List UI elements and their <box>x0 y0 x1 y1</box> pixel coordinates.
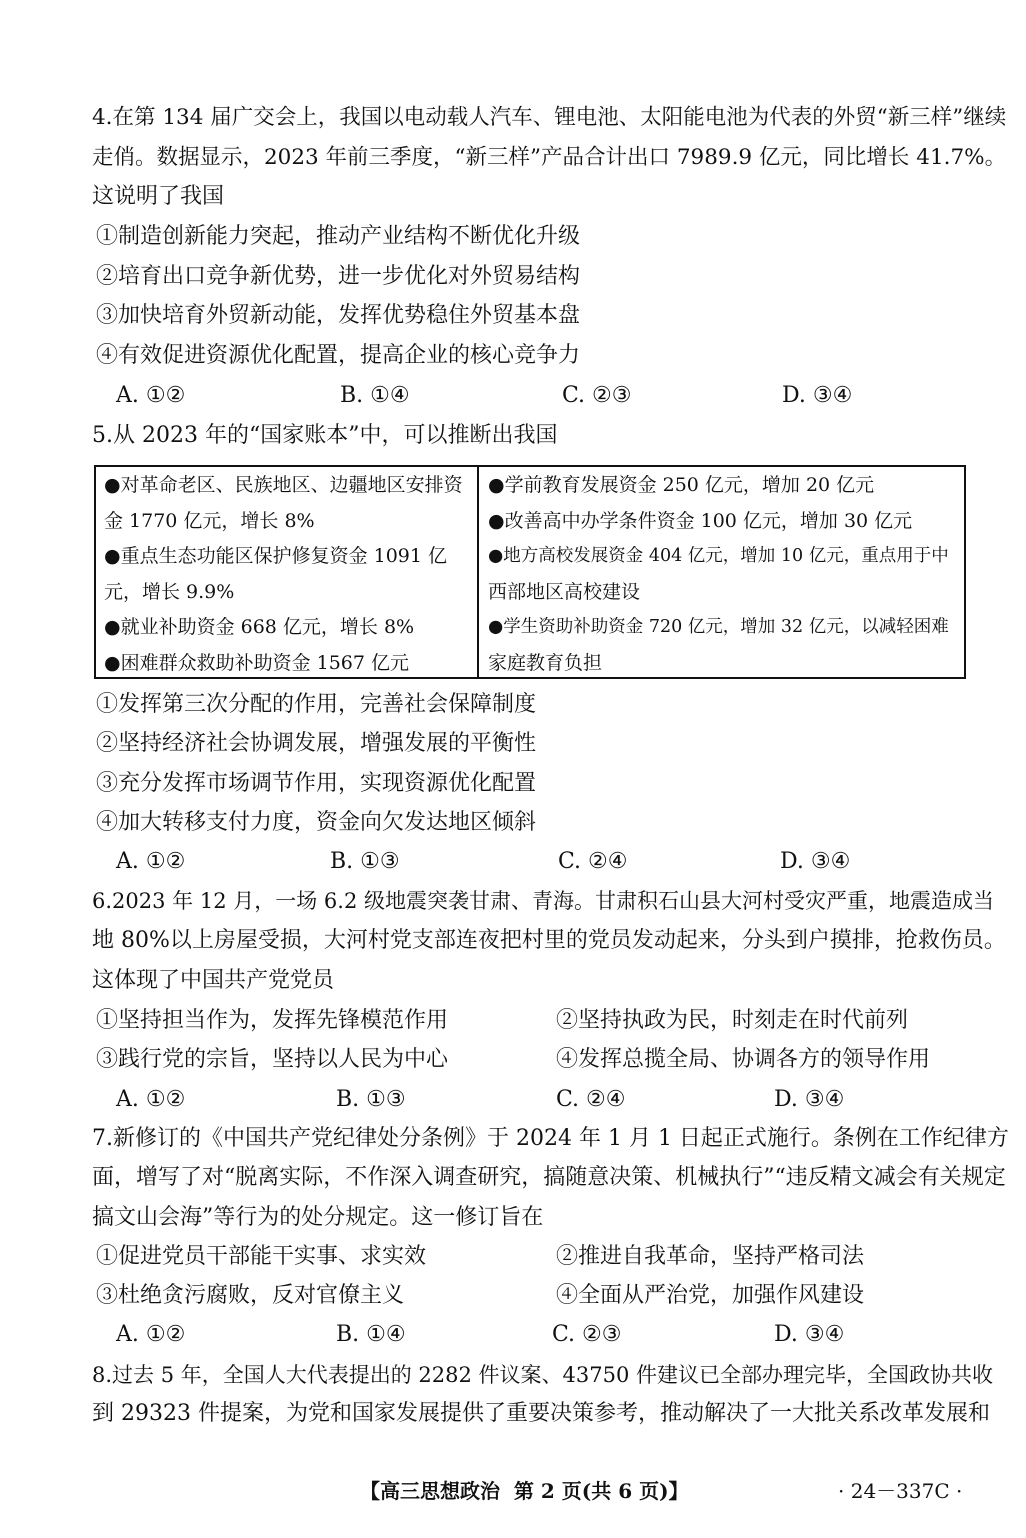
table-left-line-5: ●就业补助资金 668 亿元，增长 8% <box>104 616 415 638</box>
table-left-line-1: ●对革命老区、民族地区、边疆地区安排资 <box>104 474 463 496</box>
q8-stem-line-2: 到 29323 件提案，为党和国家发展提供了重要决策参考，推动解决了一大批关系改革发展和 <box>92 1401 990 1426</box>
q7-choice-b: B. ①④ <box>336 1322 406 1347</box>
q7-option-2: ②推进自我革命，坚持严格司法 <box>556 1244 865 1269</box>
q4-option-2: ②培育出口竞争新优势，进一步优化对外贸易结构 <box>96 264 581 289</box>
q4-option-1: ①制造创新能力突起，推动产业结构不断优化升级 <box>96 224 581 249</box>
q6-option-2: ②坚持执政为民，时刻走在时代前列 <box>556 1008 909 1033</box>
table-right-line-5: ●学生资助补助资金 720 亿元，增加 32 亿元，以减轻困难 <box>488 617 949 637</box>
q4-choice-d: D. ③④ <box>782 383 853 408</box>
table-right-line-3: ●地方高校发展资金 404 亿元，增加 10 亿元，重点用于中 <box>488 546 949 566</box>
q6-choice-a: A. ①② <box>116 1087 186 1112</box>
q7-option-4: ④全面从严治党，加强作风建设 <box>556 1283 865 1308</box>
q7-choice-a: A. ①② <box>116 1322 186 1347</box>
q5-option-1: ①发挥第三次分配的作用，完善社会保障制度 <box>96 692 537 717</box>
q7-stem-line-2: 面，增写了对“脱离实际，不作深入调查研究，搞随意决策、机械执行”“违反精文减会有关规定 <box>92 1165 1006 1190</box>
q6-stem-line-1: 6.2023 年 12 月，一场 6.2 级地震突袭甘肃、青海。甘肃积石山县大河村受灾严重，地震造成当 <box>92 889 994 913</box>
q7-option-3: ③杜绝贪污腐败，反对官僚主义 <box>96 1283 405 1308</box>
q6-option-4: ④发挥总揽全局、协调各方的领导作用 <box>556 1047 931 1072</box>
q6-choice-b: B. ①③ <box>336 1087 406 1112</box>
q5-stem: 5.从 2023 年的“国家账本”中，可以推断出我国 <box>92 423 558 448</box>
q4-choice-b: B. ①④ <box>340 383 410 408</box>
q8-stem-line-1: 8.过去 5 年，全国人大代表提出的 2282 件议案、43750 件建议已全部办理完毕，全国政协共收 <box>92 1363 994 1387</box>
table-left-line-3: ●重点生态功能区保护修复资金 1091 亿 <box>104 545 448 567</box>
q4-stem-line-1: 4.在第 134 届广交会上，我国以电动载人汽车、锂电池、太阳能电池为代表的外贸“新三样”继续 <box>92 105 1007 130</box>
q6-option-1: ①坚持担当作为，发挥先锋模范作用 <box>96 1008 449 1033</box>
footer-page-info: 【高三思想政治 第 2 页(共 6 页)】 <box>360 1479 689 1503</box>
table-divider <box>477 467 479 677</box>
q5-choice-d: D. ③④ <box>780 849 851 874</box>
table-left-line-2: 金 1770 亿元，增长 8% <box>104 510 315 532</box>
q4-stem-line-2: 走俏。数据显示，2023 年前三季度，“新三样”产品合计出口 7989.9 亿元，同比增长 41.7%。 <box>92 145 1007 170</box>
table-left-line-6: ●困难群众救助补助资金 1567 亿元 <box>104 652 410 674</box>
q5-option-2: ②坚持经济社会协调发展，增强发展的平衡性 <box>96 731 537 756</box>
q6-option-3: ③践行党的宗旨，坚持以人民为中心 <box>96 1047 449 1072</box>
footer-code: · 24－337C · <box>838 1479 963 1503</box>
table-left-line-4: 元，增长 9.9% <box>104 581 235 603</box>
q5-choice-a: A. ①② <box>116 849 186 874</box>
q6-choice-c: C. ②④ <box>556 1087 626 1112</box>
q4-stem-line-3: 这说明了我国 <box>92 184 225 209</box>
q4-option-4: ④有效促进资源优化配置，提高企业的核心竞争力 <box>96 343 581 368</box>
budget-table <box>94 465 966 679</box>
q7-stem-line-1: 7.新修订的《中国共产党纪律处分条例》于 2024 年 1 月 1 日起正式施行。条例在工作纪律方 <box>92 1126 1009 1151</box>
q6-stem-line-3: 这体现了中国共产党党员 <box>92 968 335 993</box>
table-right-line-4: 西部地区高校建设 <box>488 581 641 603</box>
q4-option-3: ③加快培育外贸新动能，发挥优势稳住外贸基本盘 <box>96 303 581 328</box>
q6-choice-d: D. ③④ <box>774 1087 845 1112</box>
q7-choice-c: C. ②③ <box>552 1322 622 1347</box>
q5-choice-c: C. ②④ <box>558 849 628 874</box>
q5-choice-b: B. ①③ <box>330 849 400 874</box>
q7-stem-line-3: 搞文山会海”等行为的处分规定。这一修订旨在 <box>92 1205 544 1230</box>
q5-option-4: ④加大转移支付力度，资金向欠发达地区倾斜 <box>96 810 537 835</box>
table-right-line-2: ●改善高中办学条件资金 100 亿元，增加 30 亿元 <box>488 510 913 532</box>
q6-stem-line-2: 地 80%以上房屋受损，大河村党支部连夜把村里的党员发动起来，分头到户摸排，抢救伤员。 <box>92 928 1006 953</box>
q7-choice-d: D. ③④ <box>774 1322 845 1347</box>
q4-choice-a: A. ①② <box>116 383 186 408</box>
q5-option-3: ③充分发挥市场调节作用，实现资源优化配置 <box>96 771 537 796</box>
q4-choice-c: C. ②③ <box>562 383 632 408</box>
table-right-line-6: 家庭教育负担 <box>488 652 603 674</box>
q7-option-1: ①促进党员干部能干实事、求实效 <box>96 1244 427 1269</box>
table-right-line-1: ●学前教育发展资金 250 亿元，增加 20 亿元 <box>488 474 875 496</box>
